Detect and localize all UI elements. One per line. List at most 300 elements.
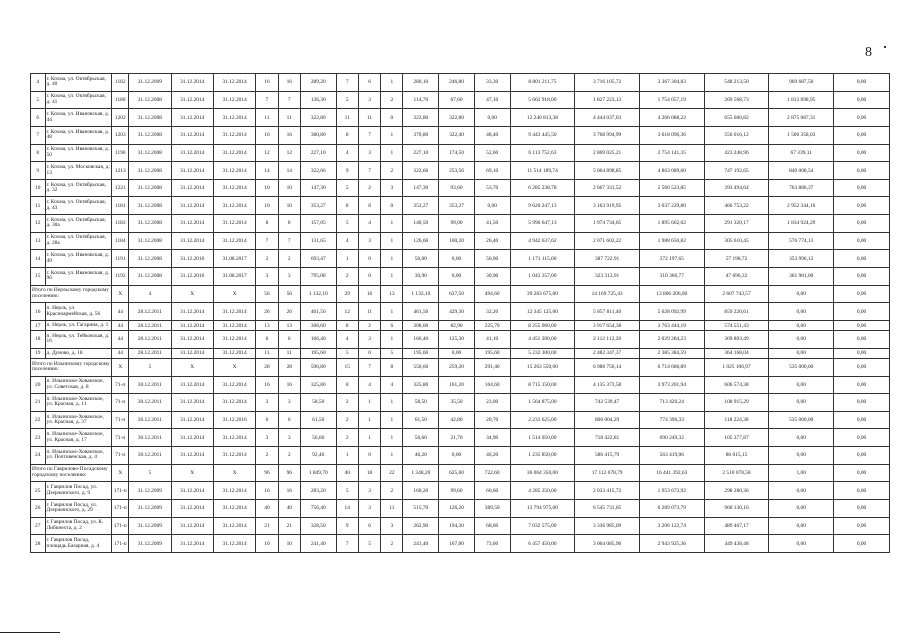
table-cell: 1 xyxy=(381,429,403,447)
table-cell: 8 xyxy=(381,358,403,376)
table-cell: 1190 xyxy=(112,144,129,162)
table-cell: 31.12.2016 xyxy=(171,268,213,286)
table-cell: 1 834 924,29 xyxy=(769,215,834,233)
table-cell: 6 714 686,89 xyxy=(639,358,704,376)
table-row xyxy=(31,109,890,127)
table-cell: 6 xyxy=(256,331,278,349)
table-cell: п. Ильинское-Хованское, ул. Почтовенская, д. 4 xyxy=(45,447,112,465)
table-cell: 556 016,12 xyxy=(704,126,769,144)
table-cell: 56,60 xyxy=(300,429,336,447)
table-cell: 1181 xyxy=(112,197,129,215)
table-cell: 136,30 xyxy=(300,91,336,109)
table-cell: 58,50 xyxy=(300,394,336,412)
table-cell: 2 233 625,00 xyxy=(510,411,575,429)
table-cell: 353,27 xyxy=(403,197,439,215)
table-cell: 322,66 xyxy=(300,162,336,180)
table-cell: 20 xyxy=(31,376,46,394)
table-row xyxy=(31,126,890,144)
table-cell: 0,00 xyxy=(834,376,890,394)
table-cell: 9 620 247,13 xyxy=(510,197,575,215)
table-cell: 16 xyxy=(256,376,278,394)
table-cell: 1 xyxy=(381,74,403,92)
table-cell: 0,00 xyxy=(769,320,834,330)
table-cell: 0,00 xyxy=(834,411,890,429)
table-cell: 0,00 xyxy=(474,197,510,215)
table-cell: 12 240 813,38 xyxy=(510,109,575,127)
table-cell: 246,80 xyxy=(439,74,475,92)
table-cell: 576 774,13 xyxy=(769,232,834,250)
table-cell: 30.12.2011 xyxy=(129,429,171,447)
table-cell: 12 xyxy=(336,303,358,321)
table-cell: 0,00 xyxy=(834,303,890,321)
table-cell: 31.12.2014 xyxy=(171,376,213,394)
table-cell: 742 539,47 xyxy=(575,394,640,412)
table-cell: 31.08.2017 xyxy=(213,250,255,268)
table-cell: г. Кохма, ул. Октябрьская, д. 41 xyxy=(45,91,112,109)
table-cell: 82,90 xyxy=(439,320,475,330)
table-cell: 5 996 647,13 xyxy=(510,215,575,233)
table-cell: 34,90 xyxy=(474,429,510,447)
subtotal-row xyxy=(31,358,890,376)
table-cell: 47 696,32 xyxy=(704,268,769,286)
table-cell: 1 132,10 xyxy=(403,285,439,303)
subtotal-label: Итого по Нерльскому городскому поселению: xyxy=(31,285,112,303)
table-cell: 3 xyxy=(358,232,380,250)
table-cell: 1 xyxy=(381,250,403,268)
table-cell: 5 xyxy=(336,482,358,500)
table-cell: 31.12.2014 xyxy=(171,394,213,412)
table-cell: 31.12.2014 xyxy=(213,162,255,180)
table-cell: 13 806 206,00 xyxy=(639,285,704,303)
table-cell: 2 xyxy=(336,411,358,429)
table-cell: 370,80 xyxy=(403,126,439,144)
table-cell: 31.12.2014 xyxy=(171,215,213,233)
table-cell: 461,50 xyxy=(403,303,439,321)
table-cell: 2 xyxy=(336,268,358,286)
table-cell: 7 xyxy=(336,74,358,92)
table-cell: 466 753,22 xyxy=(704,197,769,215)
table-cell: г. Гаврилов Посад, ул. Дзержинского, д. 29 xyxy=(45,499,112,517)
table-cell: 99,60 xyxy=(439,482,475,500)
table-cell: 2 xyxy=(256,250,278,268)
table-cell: 171-п xyxy=(112,517,129,535)
table-cell: 7 xyxy=(358,162,380,180)
table-cell: 69,10 xyxy=(474,162,510,180)
table-cell: 4 xyxy=(381,376,403,394)
table-cell: 423 248,96 xyxy=(704,144,769,162)
table-cell: 5 064 898,85 xyxy=(575,162,640,180)
table-cell: 1 849,70 xyxy=(300,464,336,482)
table-cell: 3 xyxy=(358,482,380,500)
table-cell: 42,80 xyxy=(439,411,475,429)
table-cell: 308,60 xyxy=(300,320,336,330)
table-cell: 31.12.2008 xyxy=(129,232,171,250)
table-cell: 0,00 xyxy=(834,232,890,250)
table-cell: 1 132,10 xyxy=(300,285,336,303)
table-cell: X xyxy=(112,285,129,303)
table-cell: 1 043 357,00 xyxy=(510,268,575,286)
table-cell: 1,00 xyxy=(769,464,834,482)
table-cell: г. Кохма, ул. Ивановская, д. 48 xyxy=(45,126,112,144)
table-body xyxy=(31,74,890,553)
table-cell: 31.12.2014 xyxy=(213,535,255,553)
table-cell: 16 xyxy=(278,126,300,144)
table-cell: 0,00 xyxy=(834,250,890,268)
table-cell: 24 xyxy=(31,447,46,465)
table-cell: 353 996,12 xyxy=(769,250,834,268)
table-cell: 298 280,36 xyxy=(704,482,769,500)
table-cell: 4 xyxy=(336,232,358,250)
table-cell: 3 336 985,09 xyxy=(575,517,640,535)
table-cell: 3 xyxy=(381,517,403,535)
table-cell: 0,00 xyxy=(769,535,834,553)
table-cell: 31.12.2008 xyxy=(129,179,171,197)
table-cell: 7 032 575,00 xyxy=(510,517,575,535)
table-cell: 2 482 347,37 xyxy=(575,348,640,358)
table-cell: 18 xyxy=(358,464,380,482)
table-cell: 31.12.2014 xyxy=(171,447,213,465)
table-cell: 262,90 xyxy=(403,517,439,535)
table-cell: X xyxy=(171,285,213,303)
table-cell: 31.12.2014 xyxy=(171,74,213,92)
table-cell: 806 004,29 xyxy=(575,411,640,429)
table-row xyxy=(31,331,890,349)
table-cell: 44 xyxy=(112,303,129,321)
table-cell: 0,00 xyxy=(834,144,890,162)
table-cell: 21,70 xyxy=(439,429,475,447)
table-row xyxy=(31,268,890,286)
table-cell: 0,00 xyxy=(769,394,834,412)
table-cell: 1 754 057,19 xyxy=(639,91,704,109)
table-cell: 48,40 xyxy=(474,126,510,144)
table-cell: 8 255 060,00 xyxy=(510,320,575,330)
table-cell: 353,27 xyxy=(300,197,336,215)
table-row xyxy=(31,215,890,233)
table-cell: 11 xyxy=(256,109,278,127)
table-cell: 0,00 xyxy=(439,268,475,286)
table-cell: 6 xyxy=(381,320,403,330)
table-cell: 10 xyxy=(256,179,278,197)
table-cell: 1 500 358,03 xyxy=(769,126,834,144)
table-cell: 68,60 xyxy=(474,517,510,535)
table-cell: 71-п xyxy=(112,429,129,447)
table-cell: 61,50 xyxy=(403,411,439,429)
table-row xyxy=(31,303,890,321)
table-cell: 25 xyxy=(31,482,46,500)
table-cell: 1182 xyxy=(112,74,129,92)
table-cell: 0,00 xyxy=(834,429,890,447)
table-cell: 5 857 811,40 xyxy=(575,303,640,321)
table-cell: п. Нерль, ул. Красноармейская, д. 56 xyxy=(45,303,112,321)
table-cell: 96 xyxy=(256,464,278,482)
table-cell: 3 163 919,95 xyxy=(575,197,640,215)
edge-rule xyxy=(0,632,60,633)
table-cell: 606 574,38 xyxy=(704,376,769,394)
table-cell: 31.12.2014 xyxy=(171,303,213,321)
table-cell: 86 015,15 xyxy=(704,447,769,465)
table-cell: 596,80 xyxy=(300,358,336,376)
table-cell: 7 xyxy=(336,535,358,553)
table-cell: 1 xyxy=(358,411,380,429)
table-row xyxy=(31,499,890,517)
table-cell: 28 xyxy=(31,535,46,553)
table-cell: 26 xyxy=(31,499,46,517)
table-cell: 364 168,04 xyxy=(704,348,769,358)
table-cell: 6 988 756,14 xyxy=(575,358,640,376)
table-cell: 11 xyxy=(358,109,380,127)
table-cell: 11 xyxy=(256,348,278,358)
table-cell: 0 xyxy=(358,268,380,286)
table-cell: 0,00 xyxy=(474,109,510,127)
table-cell: 325,80 xyxy=(403,376,439,394)
table-cell: г. Гаврилов Посад, площадь Базарная, д. 4 xyxy=(45,535,112,553)
table-row xyxy=(31,197,890,215)
table-cell: 10 xyxy=(278,197,300,215)
table-cell: 2 943 925,36 xyxy=(639,535,704,553)
table-cell: 0,00 xyxy=(834,91,890,109)
speck xyxy=(884,46,886,48)
table-cell: 52,60 xyxy=(474,144,510,162)
table-row xyxy=(31,74,890,92)
table-cell: 5 xyxy=(358,535,380,553)
table-cell: 3 716 105,72 xyxy=(575,74,640,92)
table-cell: 26 xyxy=(256,303,278,321)
table-cell: 31.12.2014 xyxy=(213,447,255,465)
table-cell: 22 xyxy=(381,464,403,482)
table-cell: 795,08 xyxy=(300,268,336,286)
table-cell: 12 345 125,00 xyxy=(510,303,575,321)
table-cell: 309 803,49 xyxy=(704,331,769,349)
table-cell: 31.12.2014 xyxy=(213,144,255,162)
table-cell: 5 663 918,00 xyxy=(510,91,575,109)
table-cell: 0,00 xyxy=(769,348,834,358)
table-cell: 489 467,17 xyxy=(704,517,769,535)
table-cell: 0,00 xyxy=(769,499,834,517)
table-cell: 1 025 106,97 xyxy=(704,358,769,376)
table-cell: 328,50 xyxy=(300,517,336,535)
table-cell: 2 xyxy=(336,429,358,447)
table-cell: 28.12.2011 xyxy=(129,320,171,330)
table-cell: 2 xyxy=(278,447,300,465)
table-cell: 31.08.2017 xyxy=(213,268,255,286)
table-cell: 0,00 xyxy=(834,215,890,233)
table-cell: 1 xyxy=(381,303,403,321)
table-cell: 4 451 200,00 xyxy=(510,331,575,349)
table-cell: 1 564 875,00 xyxy=(510,394,575,412)
table-cell: 0,00 xyxy=(834,482,890,500)
table-cell: 16 xyxy=(31,303,46,321)
table-cell: 380,80 xyxy=(300,126,336,144)
table-row xyxy=(31,517,890,535)
table-row xyxy=(31,250,890,268)
table-cell: 40 xyxy=(278,499,300,517)
table-cell: 2 xyxy=(381,482,403,500)
table-cell: 4 266 088,22 xyxy=(639,109,704,127)
table-cell: 387 722,91 xyxy=(575,250,640,268)
table-cell: 3 367 304,83 xyxy=(639,74,704,92)
table-cell: 31.12.2014 xyxy=(171,331,213,349)
table-cell: 2 xyxy=(278,250,300,268)
table-cell: 1 348,20 xyxy=(403,464,439,482)
table-cell: 29 xyxy=(336,285,358,303)
table-cell: 6 xyxy=(278,331,300,349)
table-cell: 8 xyxy=(336,197,358,215)
table-cell: 7 xyxy=(358,358,380,376)
table-cell: 763 886,37 xyxy=(769,179,834,197)
table-cell: 1 988 650,82 xyxy=(639,232,704,250)
table-cell: 1 974 734,65 xyxy=(575,215,640,233)
table-cell: 31.12.2014 xyxy=(213,215,255,233)
table-cell: 9 443 445,50 xyxy=(510,126,575,144)
table-cell: 859 220,61 xyxy=(704,303,769,321)
table-cell: 18 xyxy=(31,331,46,349)
table-cell: 161,20 xyxy=(439,376,475,394)
table-cell: п. Ильинское-Хованское, ул. Красная, д. 17 xyxy=(45,429,112,447)
table-cell: 13 xyxy=(31,232,46,250)
table-cell: 31.12.2008 xyxy=(129,215,171,233)
table-cell: 0,00 xyxy=(834,268,890,286)
table-cell: 92,40 xyxy=(300,447,336,465)
table-cell: 1192 xyxy=(112,268,129,286)
table-row xyxy=(31,429,890,447)
table-cell: 4 135 373,58 xyxy=(575,376,640,394)
table-cell: 0 xyxy=(381,109,403,127)
table-cell: 31.12.2014 xyxy=(213,320,255,330)
table-cell: 171-п xyxy=(112,499,129,517)
table-cell: 0,00 xyxy=(834,126,890,144)
table-cell: 6 xyxy=(358,74,380,92)
table-cell: 31.12.2014 xyxy=(171,109,213,127)
table-cell: 361 981,00 xyxy=(769,268,834,286)
table-cell: 53,70 xyxy=(474,179,510,197)
table-cell: 2 754 141,35 xyxy=(639,144,704,162)
table-cell: 0,00 xyxy=(769,303,834,321)
table-cell: 9 xyxy=(336,517,358,535)
table-cell: 3 xyxy=(256,394,278,412)
table-cell: 0,00 xyxy=(834,331,890,349)
table-cell: 4 xyxy=(336,144,358,162)
table-cell: 241,40 xyxy=(403,535,439,553)
table-cell: 4 xyxy=(358,215,380,233)
table-cell: 1 xyxy=(336,447,358,465)
table-cell: 1 xyxy=(381,268,403,286)
table-cell: X xyxy=(171,358,213,376)
table-cell: г. Кохма, ул. Октябрьская, д. 40 xyxy=(45,74,112,92)
table-cell: 30,90 xyxy=(474,268,510,286)
table-cell: 1 xyxy=(381,331,403,349)
table-cell: п. Нерль, ул. Гагарина, д. 1 xyxy=(45,320,112,330)
table-cell: 0,00 xyxy=(834,197,890,215)
table-cell: 31.12.2014 xyxy=(171,144,213,162)
table-cell: 4 444 037,03 xyxy=(575,109,640,127)
table-cell: 0,00 xyxy=(769,447,834,465)
table-cell: п. Ильинское-Хованское, ул. Советская, д. 8 xyxy=(45,376,112,394)
table-cell: г. Кохма, ул. Ивановская, д. 44 xyxy=(45,109,112,127)
table-cell: 1183 xyxy=(112,215,129,233)
table-cell: 0,00 xyxy=(834,179,890,197)
table-cell: г. Кохма, ул. Октябрьская, д. 32 xyxy=(45,179,112,197)
table-cell: 322,66 xyxy=(403,162,439,180)
table-cell: 1 xyxy=(336,250,358,268)
table-cell: 171-п xyxy=(112,535,129,553)
table-cell: 960 130,16 xyxy=(704,499,769,517)
table-cell: 1 514 050,00 xyxy=(510,429,575,447)
table-cell: 1 xyxy=(381,411,403,429)
table-cell: 15 xyxy=(31,268,46,286)
table-cell: 28.12.2011 xyxy=(129,303,171,321)
table-cell: 23,00 xyxy=(474,394,510,412)
table-cell: 289,20 xyxy=(300,74,336,92)
housing-registry-table xyxy=(30,73,890,553)
table-row xyxy=(31,482,890,500)
table-cell: 718 422,81 xyxy=(575,429,640,447)
table-cell: 2 875 087,31 xyxy=(769,109,834,127)
table-row xyxy=(31,348,890,358)
table-cell: 16 xyxy=(256,126,278,144)
table-cell: г. Кохма, ул. Ивановская, д. 49 xyxy=(45,250,112,268)
table-cell: 3 xyxy=(256,429,278,447)
table-cell: 0,00 xyxy=(439,447,475,465)
table-cell: 2 xyxy=(381,535,403,553)
table-cell: 291 320,17 xyxy=(704,215,769,233)
table-cell: 31.12.2014 xyxy=(213,179,255,197)
table-cell: г. Кохма, ул. Октябрьская, д. 28а xyxy=(45,232,112,250)
table-cell: 194,30 xyxy=(439,517,475,535)
table-cell: 31.12.2014 xyxy=(171,179,213,197)
table-cell: 449 438,48 xyxy=(704,535,769,553)
table-cell: 31.12.2009 xyxy=(129,482,171,500)
table-cell: 36 064 350,00 xyxy=(510,464,575,482)
table-cell: 5 xyxy=(336,348,358,358)
table-cell: 308,60 xyxy=(403,320,439,330)
table-cell: 586 415,79 xyxy=(575,447,640,465)
table-cell: 31.12.2014 xyxy=(213,126,255,144)
table-cell: 323 312,91 xyxy=(575,268,640,286)
table-cell: X xyxy=(213,285,255,303)
table-cell: 322,80 xyxy=(439,109,475,127)
table-cell: 1 xyxy=(381,447,403,465)
table-cell: 2 xyxy=(358,179,380,197)
table-cell: 22 xyxy=(31,411,46,429)
table-cell: 5 xyxy=(336,215,358,233)
table-cell: 747 192,65 xyxy=(704,162,769,180)
table-cell: 71-п xyxy=(112,376,129,394)
table-cell: 140,50 xyxy=(403,215,439,233)
table-cell: 46,20 xyxy=(474,447,510,465)
table-cell: 7 xyxy=(256,232,278,250)
table-cell: 4 xyxy=(336,331,358,349)
table-cell: 8 xyxy=(31,144,46,162)
table-cell: 14 xyxy=(336,499,358,517)
table-cell: 3 xyxy=(278,429,300,447)
table-cell: 44 xyxy=(112,320,129,330)
table-cell: 3 xyxy=(358,499,380,517)
table-cell: 6 xyxy=(278,411,300,429)
table-cell: 713 420,24 xyxy=(639,394,704,412)
table-cell: 171-п xyxy=(112,482,129,500)
table-cell: 1180 xyxy=(112,91,129,109)
table-cell: 31.12.2014 xyxy=(171,517,213,535)
table-cell: 2 510 078,58 xyxy=(704,464,769,482)
table-cell: 2 xyxy=(358,320,380,330)
table-cell: 31.12.2014 xyxy=(171,232,213,250)
table-cell: 1202 xyxy=(112,109,129,127)
table-cell: г. Гаврилов Посад, ул. К. Либкнехта, д. 2 xyxy=(45,517,112,535)
table-cell: 515,70 xyxy=(403,499,439,517)
table-cell: 8 xyxy=(358,197,380,215)
table-cell: 10 xyxy=(278,535,300,553)
table-cell: 372 197,65 xyxy=(639,250,704,268)
